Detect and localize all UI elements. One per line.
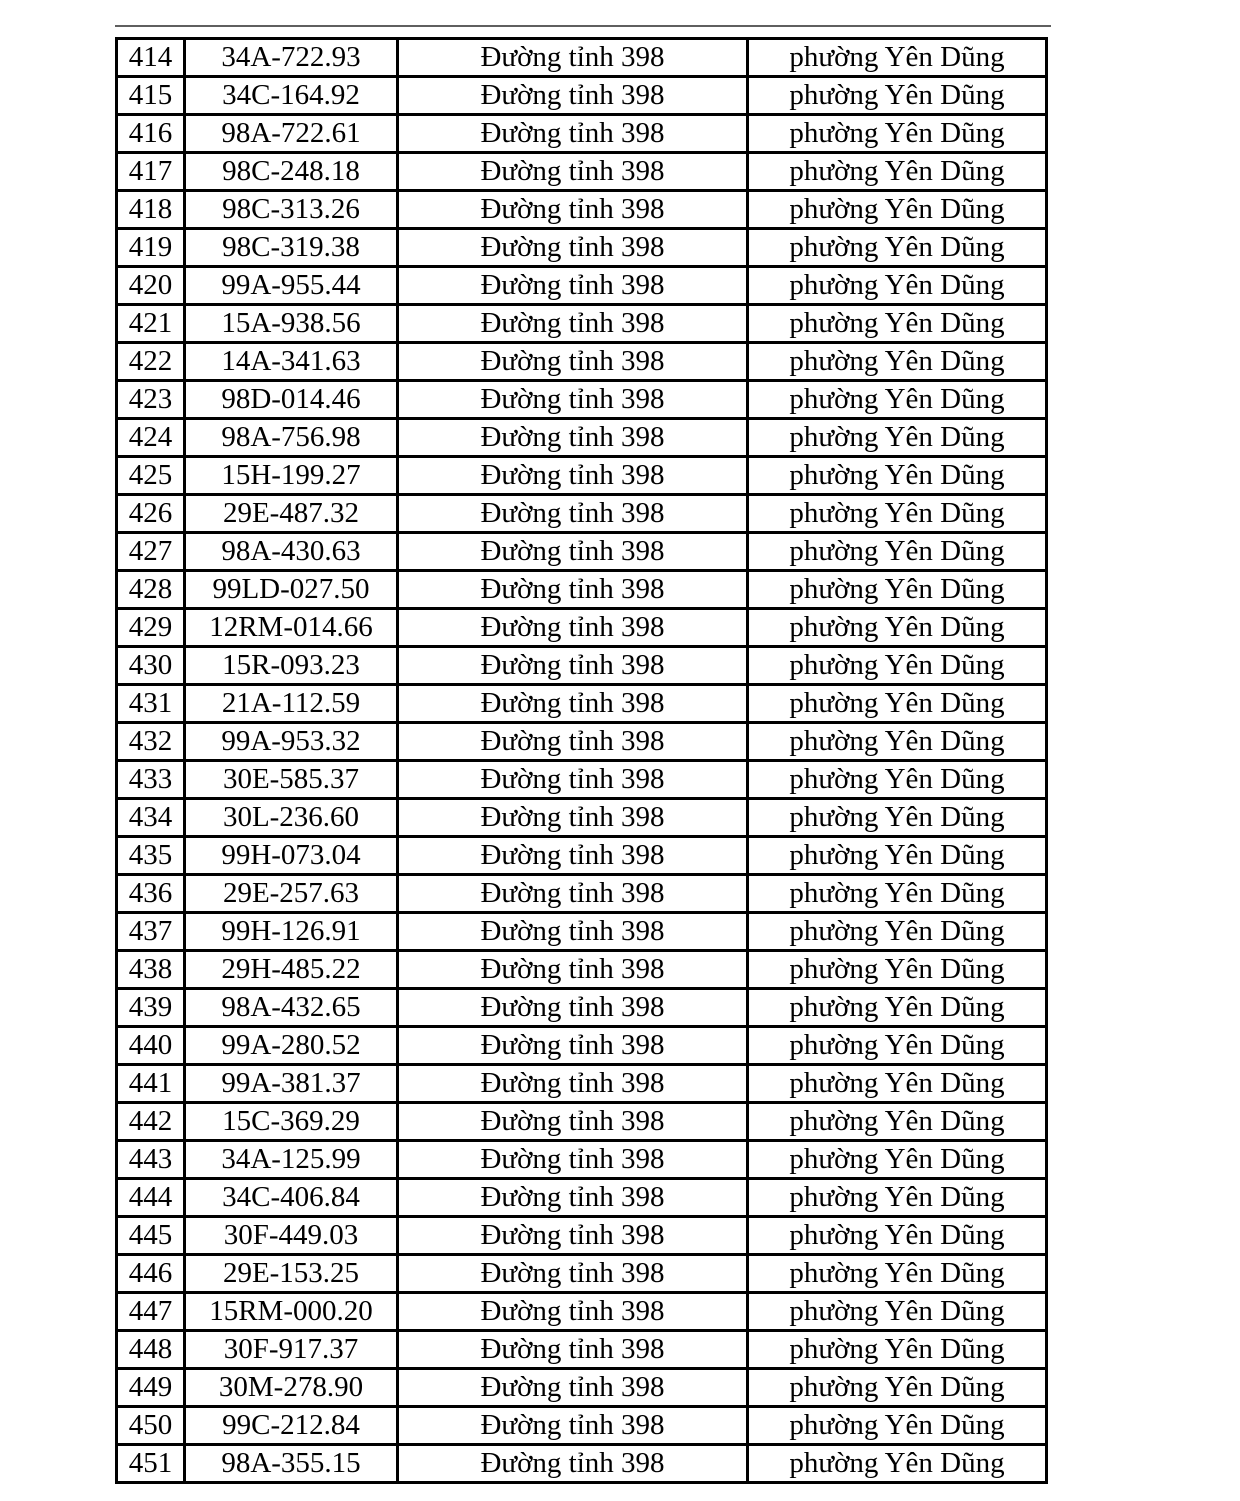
cell-row-number: 444 (117, 1179, 185, 1217)
cell-ward-name: phường Yên Dũng (748, 115, 1047, 153)
cell-plate-number: 30F-449.03 (185, 1217, 398, 1255)
cell-row-number: 425 (117, 457, 185, 495)
cell-road-name: Đường tỉnh 398 (398, 419, 748, 457)
cell-plate-number: 98A-722.61 (185, 115, 398, 153)
cell-row-number: 426 (117, 495, 185, 533)
table-row (117, 153, 1047, 191)
cell-row-number: 419 (117, 229, 185, 267)
cell-ward-name: phường Yên Dũng (748, 1179, 1047, 1217)
cell-row-number: 450 (117, 1407, 185, 1445)
cell-ward-name: phường Yên Dũng (748, 875, 1047, 913)
cell-plate-number: 34C-406.84 (185, 1179, 398, 1217)
cell-plate-number: 30M-278.90 (185, 1369, 398, 1407)
cell-ward-name: phường Yên Dũng (748, 495, 1047, 533)
cell-ward-name: phường Yên Dũng (748, 533, 1047, 571)
cell-row-number: 447 (117, 1293, 185, 1331)
table-row (117, 115, 1047, 153)
cell-ward-name: phường Yên Dũng (748, 1217, 1047, 1255)
cell-plate-number: 99A-955.44 (185, 267, 398, 305)
cell-ward-name: phường Yên Dũng (748, 647, 1047, 685)
table-row (117, 1027, 1047, 1065)
cell-road-name: Đường tỉnh 398 (398, 533, 748, 571)
cell-plate-number: 29E-257.63 (185, 875, 398, 913)
cell-plate-number: 29E-153.25 (185, 1255, 398, 1293)
table-row (117, 837, 1047, 875)
table-row (117, 1369, 1047, 1407)
cell-plate-number: 98A-430.63 (185, 533, 398, 571)
cell-road-name: Đường tỉnh 398 (398, 1027, 748, 1065)
cell-road-name: Đường tỉnh 398 (398, 457, 748, 495)
table-row (117, 685, 1047, 723)
cell-row-number: 434 (117, 799, 185, 837)
table-row (117, 647, 1047, 685)
cell-ward-name: phường Yên Dũng (748, 1103, 1047, 1141)
cell-row-number: 422 (117, 343, 185, 381)
cell-plate-number: 15H-199.27 (185, 457, 398, 495)
cell-row-number: 420 (117, 267, 185, 305)
cell-ward-name: phường Yên Dũng (748, 1293, 1047, 1331)
cell-row-number: 441 (117, 1065, 185, 1103)
cell-row-number: 438 (117, 951, 185, 989)
cell-plate-number: 99A-381.37 (185, 1065, 398, 1103)
cell-plate-number: 15A-938.56 (185, 305, 398, 343)
cell-road-name: Đường tỉnh 398 (398, 1179, 748, 1217)
cell-road-name: Đường tỉnh 398 (398, 267, 748, 305)
table-row (117, 1065, 1047, 1103)
cell-ward-name: phường Yên Dũng (748, 1255, 1047, 1293)
cell-plate-number: 34A-722.93 (185, 39, 398, 77)
table-row (117, 229, 1047, 267)
cell-row-number: 440 (117, 1027, 185, 1065)
license-plate-table (115, 37, 1048, 1484)
cell-road-name: Đường tỉnh 398 (398, 229, 748, 267)
cell-road-name: Đường tỉnh 398 (398, 153, 748, 191)
table-row (117, 723, 1047, 761)
table-row (117, 533, 1047, 571)
table-row (117, 989, 1047, 1027)
cell-ward-name: phường Yên Dũng (748, 571, 1047, 609)
cell-ward-name: phường Yên Dũng (748, 267, 1047, 305)
cell-road-name: Đường tỉnh 398 (398, 1065, 748, 1103)
cell-road-name: Đường tỉnh 398 (398, 343, 748, 381)
table-row (117, 913, 1047, 951)
cell-plate-number: 98C-313.26 (185, 191, 398, 229)
cell-row-number: 433 (117, 761, 185, 799)
cell-road-name: Đường tỉnh 398 (398, 951, 748, 989)
cell-ward-name: phường Yên Dũng (748, 381, 1047, 419)
cell-ward-name: phường Yên Dũng (748, 153, 1047, 191)
table-row (117, 799, 1047, 837)
table-row (117, 77, 1047, 115)
cell-plate-number: 30L-236.60 (185, 799, 398, 837)
cell-ward-name: phường Yên Dũng (748, 1445, 1047, 1483)
cell-road-name: Đường tỉnh 398 (398, 77, 748, 115)
cell-row-number: 429 (117, 609, 185, 647)
cell-row-number: 439 (117, 989, 185, 1027)
cell-road-name: Đường tỉnh 398 (398, 1407, 748, 1445)
cell-road-name: Đường tỉnh 398 (398, 1217, 748, 1255)
cell-road-name: Đường tỉnh 398 (398, 799, 748, 837)
cell-ward-name: phường Yên Dũng (748, 1027, 1047, 1065)
table-row (117, 381, 1047, 419)
cell-row-number: 415 (117, 77, 185, 115)
cell-row-number: 428 (117, 571, 185, 609)
cell-ward-name: phường Yên Dũng (748, 799, 1047, 837)
cell-row-number: 416 (117, 115, 185, 153)
table-row (117, 571, 1047, 609)
cell-road-name: Đường tỉnh 398 (398, 609, 748, 647)
cell-ward-name: phường Yên Dũng (748, 229, 1047, 267)
cell-row-number: 442 (117, 1103, 185, 1141)
cell-road-name: Đường tỉnh 398 (398, 1255, 748, 1293)
table-row (117, 495, 1047, 533)
cell-ward-name: phường Yên Dũng (748, 1407, 1047, 1445)
cell-road-name: Đường tỉnh 398 (398, 1141, 748, 1179)
table-row (117, 951, 1047, 989)
cell-ward-name: phường Yên Dũng (748, 191, 1047, 229)
cell-ward-name: phường Yên Dũng (748, 457, 1047, 495)
cell-plate-number: 15R-093.23 (185, 647, 398, 685)
cell-plate-number: 98C-248.18 (185, 153, 398, 191)
table-row (117, 1179, 1047, 1217)
cell-plate-number: 34C-164.92 (185, 77, 398, 115)
cell-ward-name: phường Yên Dũng (748, 1065, 1047, 1103)
cell-ward-name: phường Yên Dũng (748, 685, 1047, 723)
cell-row-number: 432 (117, 723, 185, 761)
cell-plate-number: 99H-073.04 (185, 837, 398, 875)
cell-road-name: Đường tỉnh 398 (398, 685, 748, 723)
table-row (117, 343, 1047, 381)
plate-table-body (117, 39, 1047, 1483)
cell-row-number: 418 (117, 191, 185, 229)
table-row (117, 457, 1047, 495)
cell-row-number: 414 (117, 39, 185, 77)
cell-ward-name: phường Yên Dũng (748, 913, 1047, 951)
cell-ward-name: phường Yên Dũng (748, 39, 1047, 77)
cell-row-number: 435 (117, 837, 185, 875)
cell-row-number: 424 (117, 419, 185, 457)
table-row (117, 419, 1047, 457)
cell-ward-name: phường Yên Dũng (748, 989, 1047, 1027)
cell-road-name: Đường tỉnh 398 (398, 495, 748, 533)
cell-plate-number: 99A-280.52 (185, 1027, 398, 1065)
cell-row-number: 431 (117, 685, 185, 723)
cell-road-name: Đường tỉnh 398 (398, 1103, 748, 1141)
cell-road-name: Đường tỉnh 398 (398, 875, 748, 913)
table-row (117, 1217, 1047, 1255)
cell-plate-number: 99H-126.91 (185, 913, 398, 951)
cell-plate-number: 98A-756.98 (185, 419, 398, 457)
cell-plate-number: 15RM-000.20 (185, 1293, 398, 1331)
cell-road-name: Đường tỉnh 398 (398, 989, 748, 1027)
cell-plate-number: 99C-212.84 (185, 1407, 398, 1445)
cell-ward-name: phường Yên Dũng (748, 419, 1047, 457)
cell-ward-name: phường Yên Dũng (748, 951, 1047, 989)
table-row (117, 1331, 1047, 1369)
cell-ward-name: phường Yên Dũng (748, 723, 1047, 761)
cell-row-number: 449 (117, 1369, 185, 1407)
cell-plate-number: 29H-485.22 (185, 951, 398, 989)
cell-plate-number: 21A-112.59 (185, 685, 398, 723)
cell-plate-number: 99LD-027.50 (185, 571, 398, 609)
cell-ward-name: phường Yên Dũng (748, 77, 1047, 115)
table-row (117, 39, 1047, 77)
cell-road-name: Đường tỉnh 398 (398, 1445, 748, 1483)
cell-road-name: Đường tỉnh 398 (398, 913, 748, 951)
table-row (117, 609, 1047, 647)
cell-ward-name: phường Yên Dũng (748, 761, 1047, 799)
cell-road-name: Đường tỉnh 398 (398, 761, 748, 799)
table-row (117, 1445, 1047, 1483)
table-row (117, 1407, 1047, 1445)
table-row (117, 875, 1047, 913)
cell-plate-number: 98C-319.38 (185, 229, 398, 267)
table-row (117, 267, 1047, 305)
cell-road-name: Đường tỉnh 398 (398, 39, 748, 77)
cell-ward-name: phường Yên Dũng (748, 1331, 1047, 1369)
cell-ward-name: phường Yên Dũng (748, 305, 1047, 343)
cell-row-number: 423 (117, 381, 185, 419)
cell-plate-number: 34A-125.99 (185, 1141, 398, 1179)
cell-plate-number: 99A-953.32 (185, 723, 398, 761)
cell-row-number: 446 (117, 1255, 185, 1293)
cell-row-number: 445 (117, 1217, 185, 1255)
cell-plate-number: 12RM-014.66 (185, 609, 398, 647)
table-row (117, 191, 1047, 229)
cell-row-number: 437 (117, 913, 185, 951)
cell-plate-number: 14A-341.63 (185, 343, 398, 381)
cell-row-number: 417 (117, 153, 185, 191)
cell-road-name: Đường tỉnh 398 (398, 837, 748, 875)
table-row (117, 761, 1047, 799)
cell-row-number: 421 (117, 305, 185, 343)
cell-row-number: 430 (117, 647, 185, 685)
cell-road-name: Đường tỉnh 398 (398, 1293, 748, 1331)
cell-plate-number: 30F-917.37 (185, 1331, 398, 1369)
cell-row-number: 443 (117, 1141, 185, 1179)
cell-ward-name: phường Yên Dũng (748, 1369, 1047, 1407)
cell-road-name: Đường tỉnh 398 (398, 115, 748, 153)
table-row (117, 305, 1047, 343)
cell-plate-number: 98D-014.46 (185, 381, 398, 419)
cell-plate-number: 98A-355.15 (185, 1445, 398, 1483)
cell-road-name: Đường tỉnh 398 (398, 1331, 748, 1369)
cell-ward-name: phường Yên Dũng (748, 609, 1047, 647)
cell-ward-name: phường Yên Dũng (748, 343, 1047, 381)
cell-plate-number: 30E-585.37 (185, 761, 398, 799)
cell-road-name: Đường tỉnh 398 (398, 1369, 748, 1407)
cell-plate-number: 29E-487.32 (185, 495, 398, 533)
cell-road-name: Đường tỉnh 398 (398, 381, 748, 419)
cell-road-name: Đường tỉnh 398 (398, 191, 748, 229)
table-row (117, 1255, 1047, 1293)
cell-road-name: Đường tỉnh 398 (398, 647, 748, 685)
cell-ward-name: phường Yên Dũng (748, 837, 1047, 875)
table-row (117, 1103, 1047, 1141)
cell-ward-name: phường Yên Dũng (748, 1141, 1047, 1179)
cell-road-name: Đường tỉnh 398 (398, 305, 748, 343)
cell-plate-number: 15C-369.29 (185, 1103, 398, 1141)
table-continuation-border (115, 25, 1051, 27)
table-row (117, 1141, 1047, 1179)
cell-row-number: 451 (117, 1445, 185, 1483)
table-row (117, 1293, 1047, 1331)
cell-row-number: 427 (117, 533, 185, 571)
cell-plate-number: 98A-432.65 (185, 989, 398, 1027)
cell-row-number: 448 (117, 1331, 185, 1369)
cell-row-number: 436 (117, 875, 185, 913)
cell-road-name: Đường tỉnh 398 (398, 571, 748, 609)
table-section (115, 25, 1051, 1484)
cell-road-name: Đường tỉnh 398 (398, 723, 748, 761)
